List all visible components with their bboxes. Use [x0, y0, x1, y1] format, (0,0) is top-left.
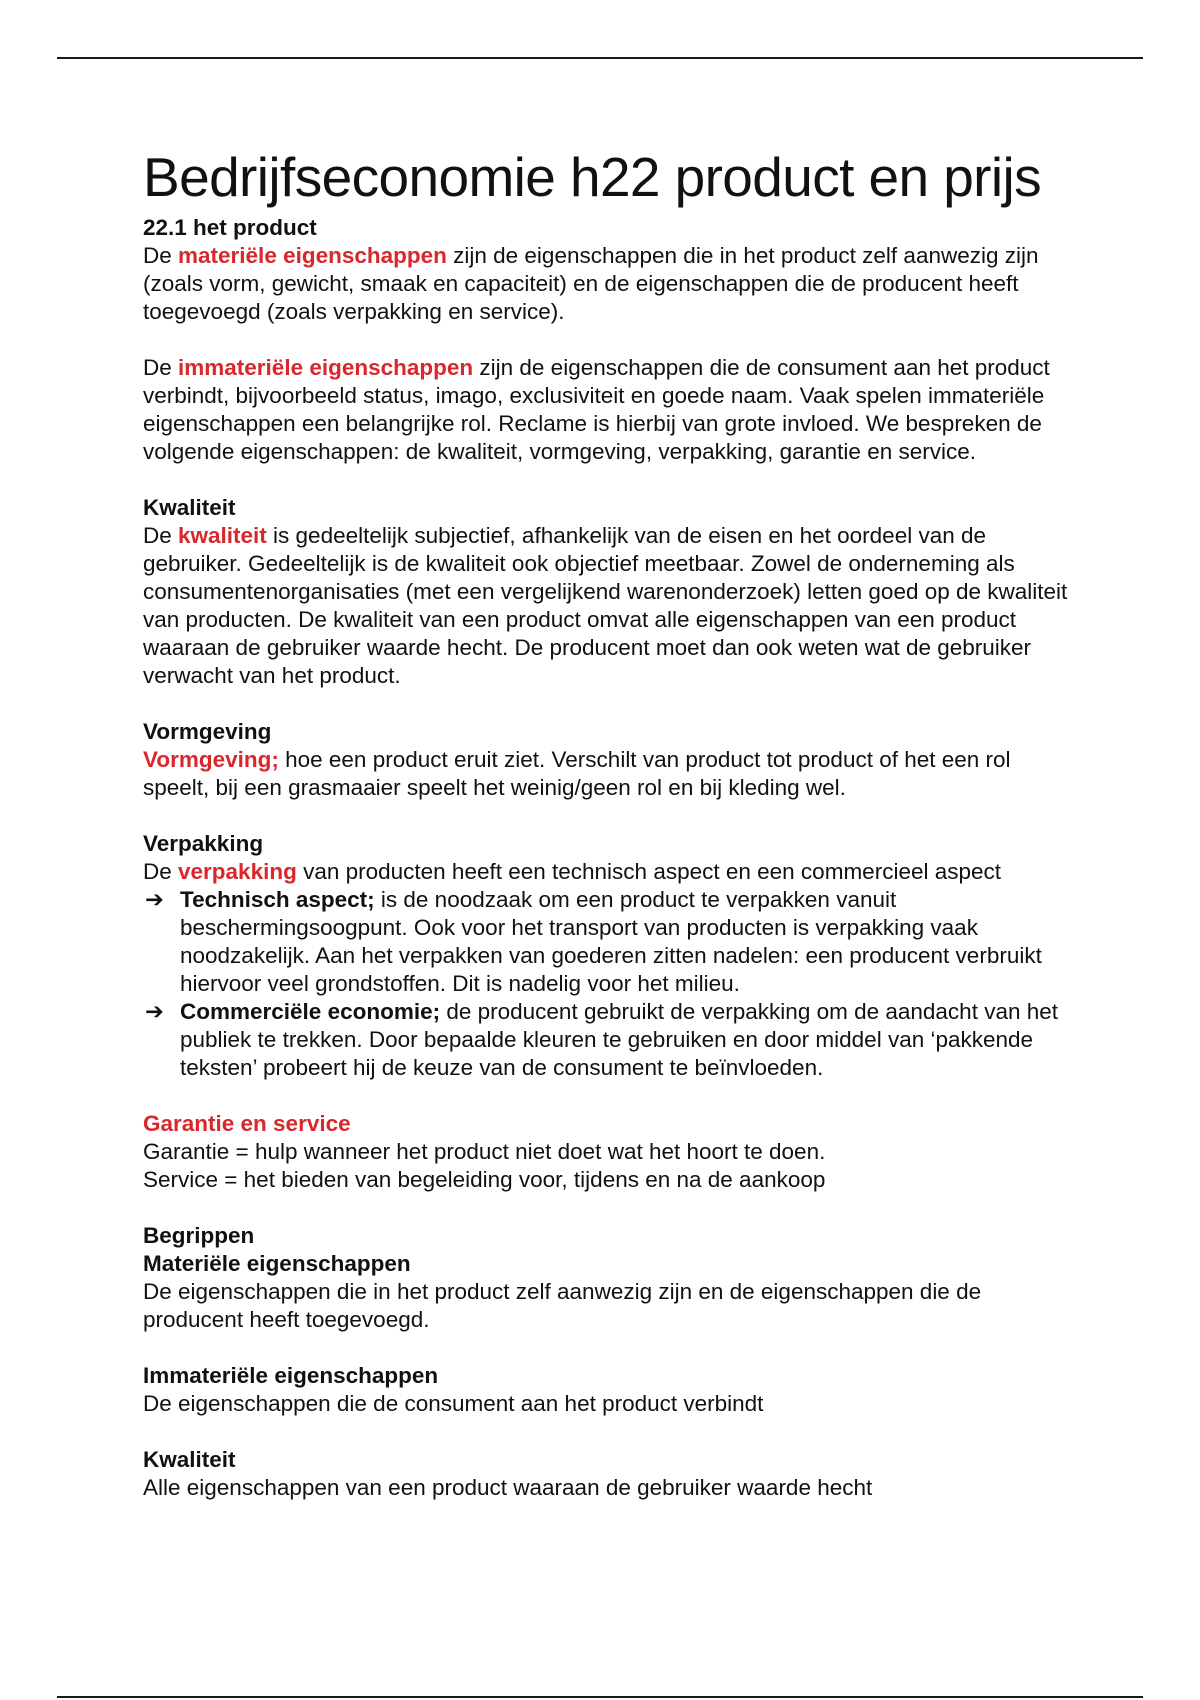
- heading-garantie-en-service: Garantie en service: [143, 1111, 351, 1136]
- heading-kwaliteit: Kwaliteit: [143, 495, 236, 520]
- text: is gedeeltelijk subjectief, afhankelijk van de eisen en het oordeel van de gebruiker. Gedeeltelijk is de kwaliteit ook objectief meetbaar. Zowel de onderneming als consumentenorganisaties (met een vergelijkend warenonderzoek) letten goed op de kwaliteit van producten. De kwaliteit van een product omvat alle eigenschappen van een product waaraan de gebruiker waarde hecht. De producent moet dan ook weten wat de gebruiker verwacht van het product.: [143, 523, 1068, 688]
- item-label: Commerciële economie;: [180, 999, 441, 1024]
- paragraph-verpakking: [143, 858, 1073, 886]
- paragraph-vormgeving: [143, 746, 1073, 802]
- document-page: [143, 140, 1073, 1502]
- text: zijn de eigenschappen die in het product zelf aanwezig zijn (zoals vorm, gewicht, smaak en capaciteit) en de eigenschappen die de producent heeft toegevoegd (zoals verpakking en service).: [143, 243, 1039, 324]
- text: hoe een product eruit ziet. Verschilt van product tot product of het een rol speelt, bij een grasmaaier speelt het weinig/geen rol en bij kleding wel.: [143, 747, 1011, 800]
- garantie-line: Garantie = hulp wanneer het product niet doet wat het hoort te doen.: [143, 1139, 826, 1164]
- verpakking-list: [143, 886, 1073, 1082]
- term-immateriele-eigenschappen: immateriële eigenschappen: [178, 355, 474, 380]
- text: De: [143, 243, 179, 268]
- text: De: [143, 355, 179, 380]
- item-text: de producent gebruikt de verpakking om de aandacht van het publiek te trekken. Door bepaalde kleuren te gebruiken en door middel van ‘pakkende teksten’ probeert hij de keuze van de consument te beïnvloeden.: [180, 999, 1059, 1080]
- top-rule: [57, 57, 1143, 59]
- begrip-definition: De eigenschappen die de consument aan het product verbindt: [143, 1391, 764, 1416]
- paragraph-kwaliteit: [143, 522, 1073, 690]
- service-line: Service = het bieden van begeleiding voor, tijdens en na de aankoop: [143, 1167, 826, 1192]
- begrip-definition: Alle eigenschappen van een product waaraan de gebruiker waarde hecht: [143, 1475, 873, 1500]
- arrow-right-icon: ➔: [145, 999, 164, 1024]
- text: De: [143, 859, 179, 884]
- bottom-rule: [57, 1696, 1143, 1698]
- heading-begrippen: Begrippen: [143, 1223, 255, 1248]
- item-text: is de noodzaak om een product te verpakken vanuit beschermingsoogpunt. Ook voor het transport van producten is verpakking vaak noodzakelijk. Aan het verpakken van goederen zitten nadelen: een producent verbruikt hiervoor veel grondstoffen. Dit is nadelig voor het milieu.: [180, 887, 1042, 996]
- item-label: Technisch aspect;: [180, 887, 375, 912]
- text: van producten heeft een technisch aspect en een commercieel aspect: [296, 859, 1002, 884]
- text: De: [143, 523, 179, 548]
- heading-vormgeving: Vormgeving: [143, 719, 272, 744]
- paragraph-materiele: [143, 242, 1073, 326]
- begrip-term: Kwaliteit: [143, 1447, 236, 1472]
- list-item: [143, 998, 1073, 1082]
- page-title: Bedrijfseconomie h22 product en prijs: [143, 146, 1042, 208]
- heading-verpakking: Verpakking: [143, 831, 264, 856]
- list-item: [143, 886, 1073, 998]
- arrow-right-icon: ➔: [145, 887, 164, 912]
- term-vormgeving: Vormgeving;: [143, 747, 279, 772]
- paragraph-immateriele: [143, 354, 1073, 466]
- section-heading-22-1: 22.1 het product: [143, 215, 317, 240]
- text: zijn de eigenschappen die de consument aan het product verbindt, bijvoorbeeld status, imago, exclusiviteit en goede naam. Vaak spelen immateriële eigenschappen een belangrijke rol. Reclame is hierbij van grote invloed. We bespreken de volgende eigenschappen: de kwaliteit, vormgeving, verpakking, garantie en service.: [143, 355, 1050, 464]
- begrip-term: Immateriële eigenschappen: [143, 1363, 439, 1388]
- term-verpakking: verpakking: [178, 859, 297, 884]
- term-kwaliteit: kwaliteit: [178, 523, 267, 548]
- begrip-term: Materiële eigenschappen: [143, 1251, 411, 1276]
- begrip-definition: De eigenschappen die in het product zelf aanwezig zijn en de eigenschappen die de producent heeft toegevoegd.: [143, 1279, 982, 1332]
- term-materiele-eigenschappen: materiële eigenschappen: [178, 243, 447, 268]
